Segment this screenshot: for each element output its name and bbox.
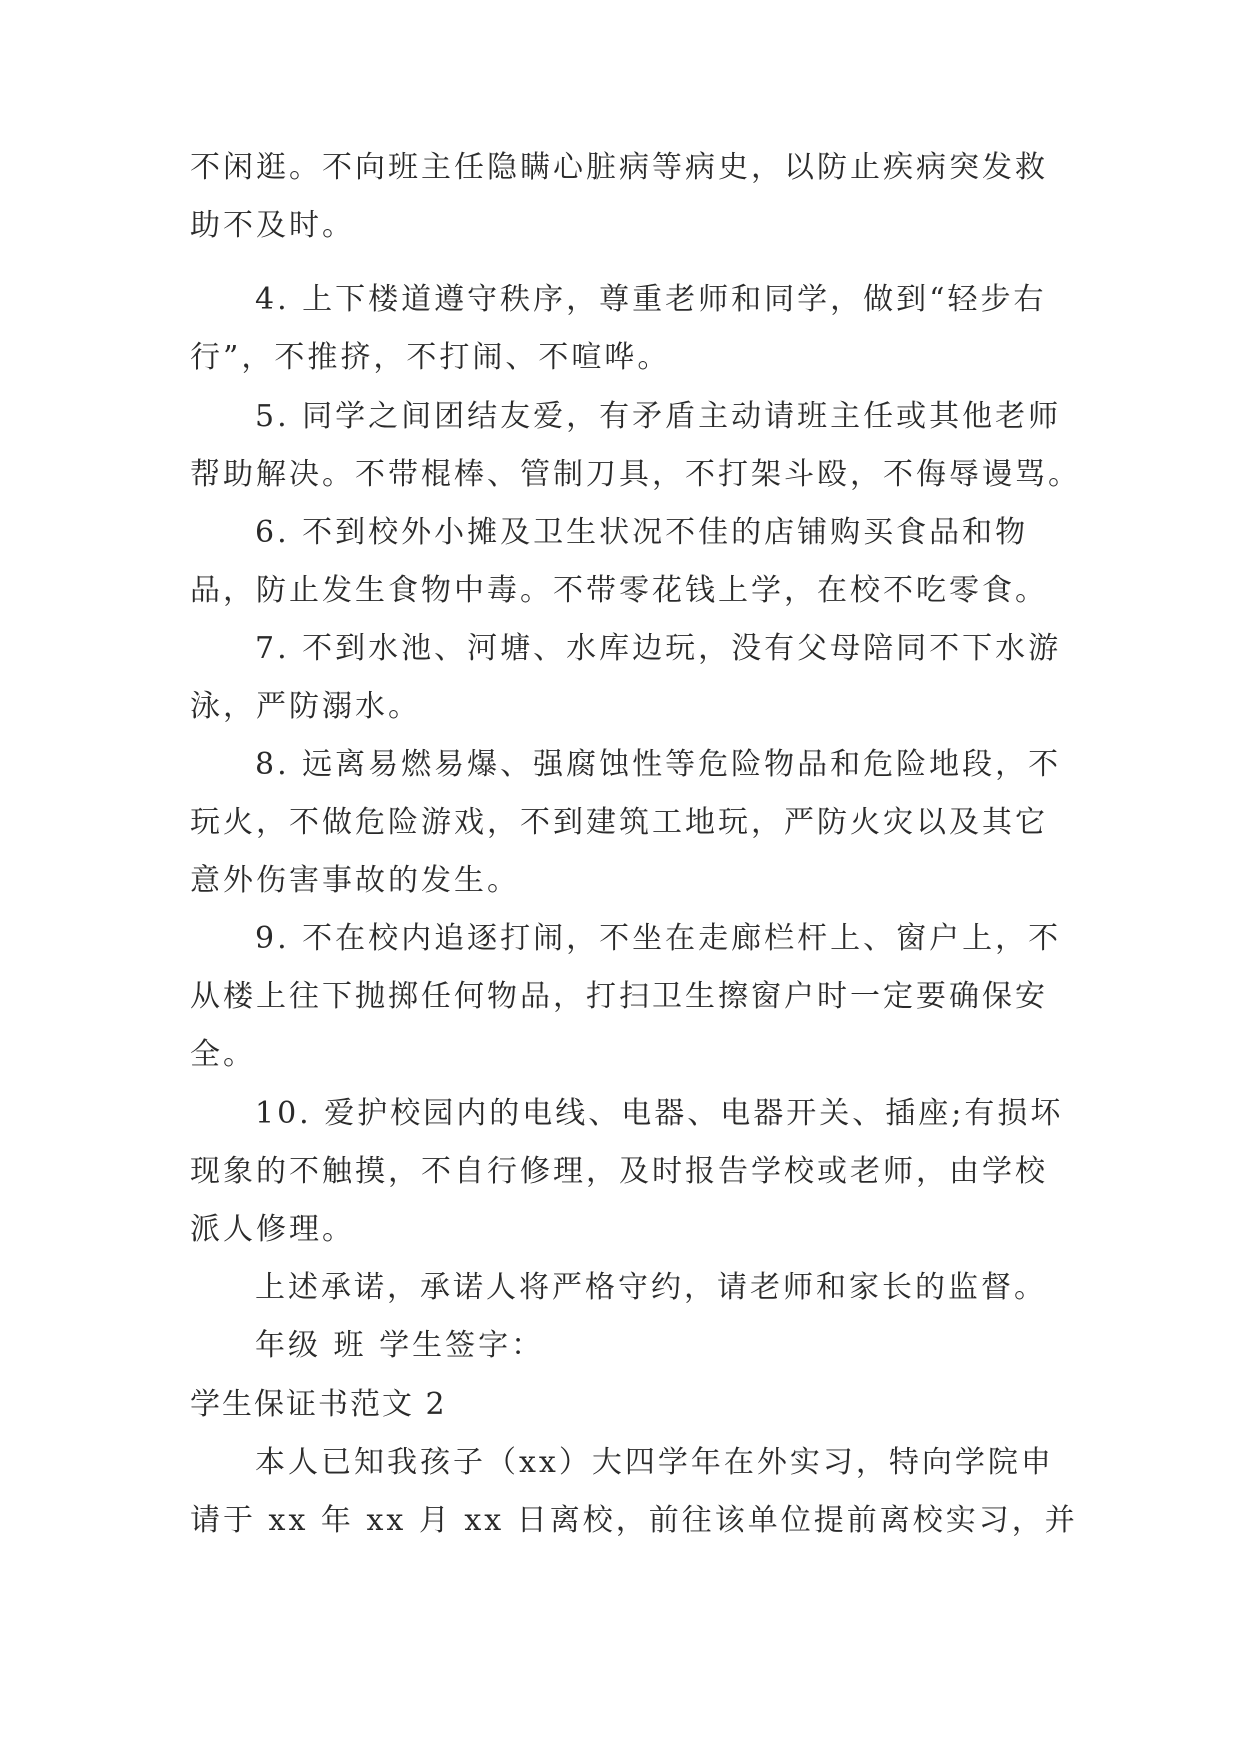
- text-line: 玩火，不做危险游戏，不到建筑工地玩，严防火灾以及其它: [190, 805, 1048, 840]
- paragraph-line: 本人已知我孩子（xx）大四学年在外实习，特向学院申: [255, 1445, 1054, 1480]
- text-line: 品，防止发生食物中毒。不带零花钱上学，在校不吃零食。: [190, 573, 1048, 608]
- list-item-6-line: 6. 不到校外小摊及卫生状况不佳的店铺购买食品和物: [255, 515, 1029, 550]
- section-heading: 学生保证书范文 2: [190, 1387, 447, 1422]
- text-line: 全。: [190, 1037, 256, 1072]
- text-line: 帮助解决。不带棍棒、管制刀具，不打架斗殴，不侮辱谩骂。: [190, 457, 1081, 492]
- text-line: 现象的不触摸，不自行修理，及时报告学校或老师，由学校: [190, 1154, 1048, 1189]
- text-line: 不闲逛。不向班主任隐瞒心脏病等病史，以防止疾病突发救: [190, 150, 1048, 185]
- signature-line: 年级 班 学生签字：: [255, 1328, 545, 1363]
- text-line: 泳，严防溺水。: [190, 689, 421, 724]
- text-line: 派人修理。: [190, 1212, 355, 1247]
- text-line: 从楼上往下抛掷任何物品，打扫卫生擦窗户时一定要确保安: [190, 979, 1048, 1014]
- pledge-statement: 上述承诺，承诺人将严格守约，请老师和家长的监督。: [255, 1270, 1047, 1305]
- text-line: 请于 xx 年 xx 月 xx 日离校，前往该单位提前离校实习，并: [190, 1503, 1078, 1538]
- list-item-7-line: 7. 不到水池、河塘、水库边玩，没有父母陪同不下水游: [255, 631, 1062, 666]
- text-line: 行”，不推挤，不打闹、不喧哗。: [190, 340, 671, 375]
- list-item-4-line: 4. 上下楼道遵守秩序，尊重老师和同学，做到“轻步右: [255, 282, 1047, 317]
- text-line: 助不及时。: [190, 208, 355, 243]
- list-item-9-line: 9. 不在校内追逐打闹，不坐在走廊栏杆上、窗户上，不: [255, 921, 1062, 956]
- text-line: 意外伤害事故的发生。: [190, 863, 520, 898]
- list-item-8-line: 8. 远离易燃易爆、强腐蚀性等危险物品和危险地段，不: [255, 747, 1062, 782]
- list-item-5-line: 5. 同学之间团结友爱，有矛盾主动请班主任或其他老师: [255, 399, 1062, 434]
- list-item-10-line: 10. 爱护校园内的电线、电器、电器开关、插座;有损坏: [255, 1096, 1064, 1131]
